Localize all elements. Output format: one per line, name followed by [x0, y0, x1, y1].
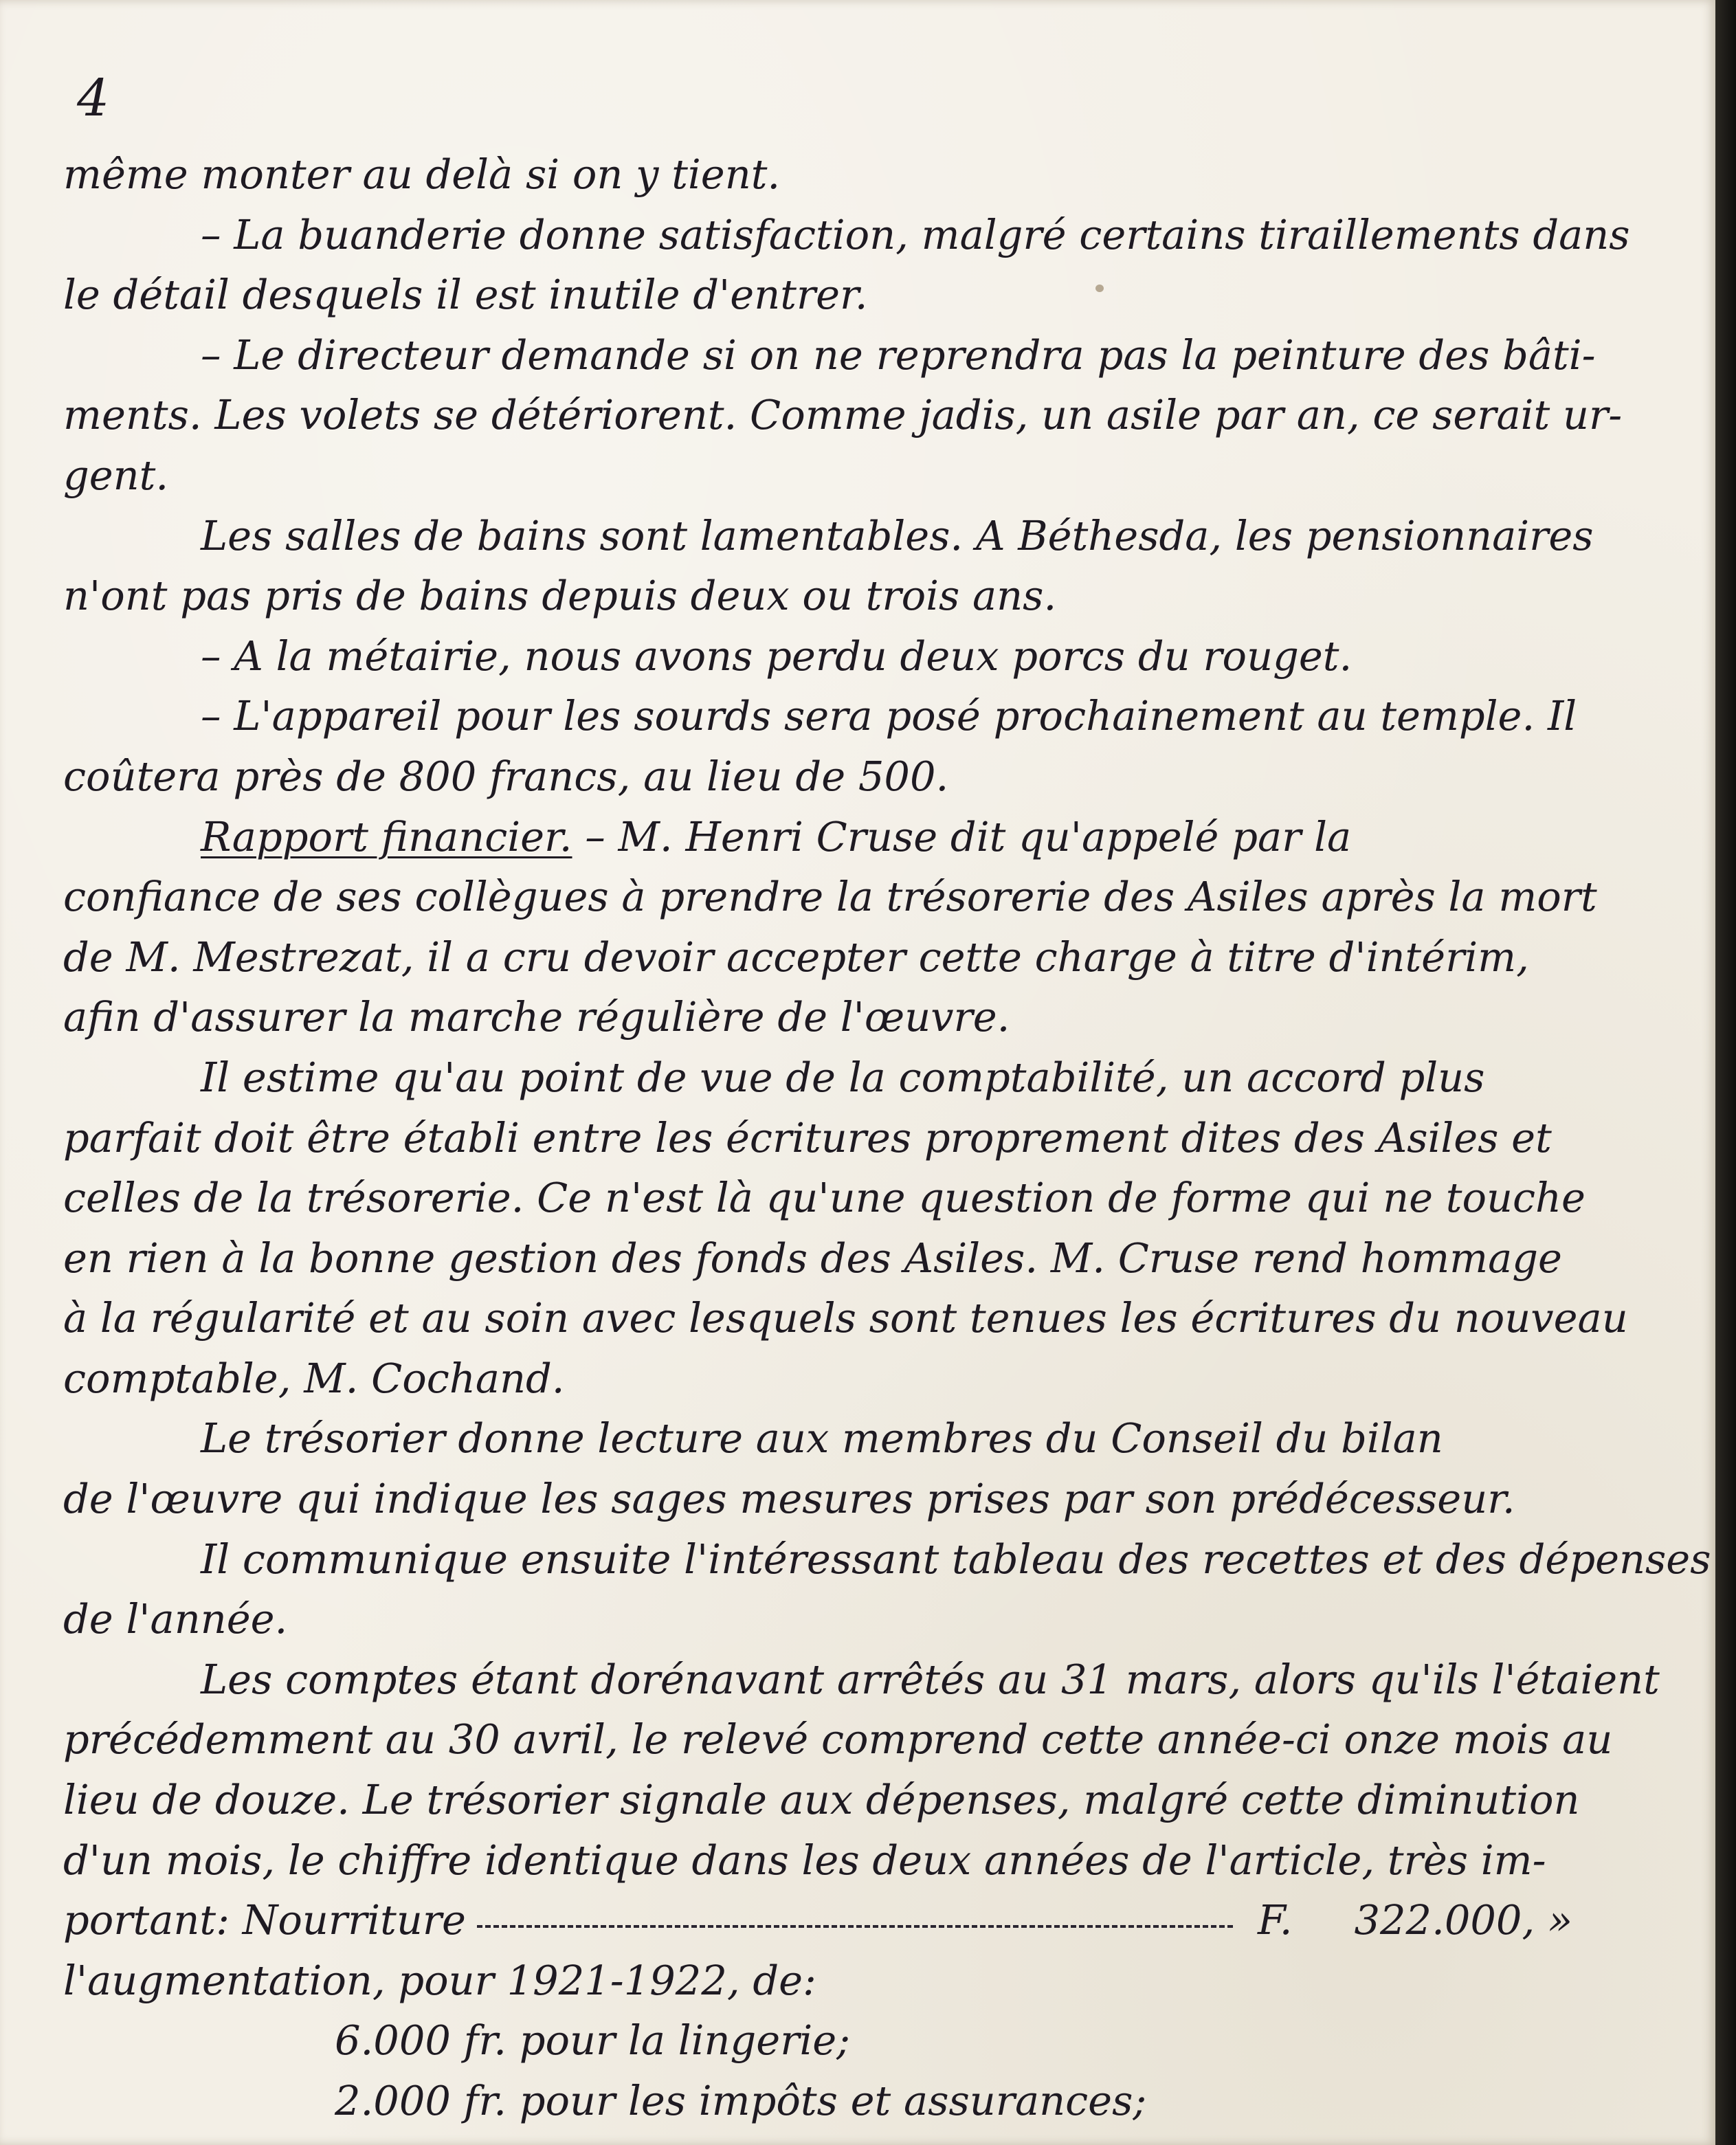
text-line-section	[63, 807, 1603, 867]
amount-value: 322.000, »	[1354, 1896, 1573, 1944]
text-line: de M. Mestrezat, il a cru devoir accepter cette charge à titre d'intérim,	[63, 933, 1529, 981]
text-line: lieu de douze. Le trésorier signale aux dépenses, malgré cette diminution	[63, 1776, 1580, 1824]
text-line: – Le directeur demande si on ne reprendra pas la peinture des bâti-	[201, 331, 1596, 379]
amount-label: portant: Nourriture	[63, 1896, 466, 1944]
page-edge-shadow	[1715, 0, 1736, 2145]
amount-currency: F.	[1257, 1896, 1293, 1944]
dotted-leader	[477, 1925, 1233, 1928]
text-line: confiance de ses collègues à prendre la trésorerie des Asiles après la mort	[63, 873, 1597, 921]
text-line: précédemment au 30 avril, le relevé comprend cette année-ci onze mois au	[63, 1715, 1613, 1764]
text-line: Il estime qu'au point de vue de la comptabilité, un accord plus	[201, 1053, 1485, 1101]
text-line: n'ont pas pris de bains depuis deux ou trois ans.	[63, 572, 1057, 620]
text-line: – L'appareil pour les sourds sera posé prochainement au temple. Il	[201, 692, 1577, 740]
text-line: Les comptes étant dorénavant arrêtés au 31 mars, alors qu'ils l'étaient	[201, 1655, 1660, 1703]
text-line: coûtera près de 800 francs, au lieu de 500.	[63, 752, 949, 800]
text-line: – La buanderie donne satisfaction, malgré certains tiraillements dans	[201, 210, 1630, 258]
text-line: gent.	[63, 451, 169, 499]
text-line: de l'œuvre qui indique les sages mesures prises par son prédécesseur.	[63, 1475, 1515, 1523]
text-line: Le trésorier donne lecture aux membres du Conseil du bilan	[201, 1414, 1443, 1463]
section-title: Rapport financier.	[201, 812, 572, 860]
text-line: d'un mois, le chiffre identique dans les deux années de l'article, très im-	[63, 1836, 1546, 1884]
text-line: de l'année.	[63, 1595, 288, 1643]
text-line: comptable, M. Cochand.	[63, 1354, 565, 1402]
section-text: – M. Henri Cruse dit qu'appelé par la	[572, 812, 1352, 860]
text-line: parfait doit être établi entre les écritures proprement dites des Asiles et	[63, 1113, 1552, 1162]
text-line: – A la métairie, nous avons perdu deux porcs du rouget.	[201, 632, 1353, 680]
handwritten-text	[63, 144, 1711, 2131]
text-line: Les salles de bains sont lamentables. A Béthesda, les pensionnaires	[201, 511, 1594, 559]
text-line: en rien à la bonne gestion des fonds des Asiles. M. Cruse rend hommage	[63, 1234, 1562, 1282]
list-item: 6.000 fr. pour la lingerie;	[335, 2016, 851, 2065]
text-line: afin d'assurer la marche régulière de l'œuvre.	[63, 993, 1010, 1041]
list-item: 2.000 fr. pour les impôts et assurances;	[335, 2077, 1147, 2124]
text-line: l'augmentation, pour 1921-1922, de:	[63, 1956, 816, 2004]
text-line: à la régularité et au soin avec lesquels sont tenues les écritures du nouveau	[63, 1294, 1628, 1342]
text-line: Il communique ensuite l'intéressant tableau des recettes et des dépenses	[201, 1535, 1711, 1583]
text-line: ments. Les volets se détériorent. Comme jadis, un asile par an, ce serait ur-	[63, 391, 1623, 439]
amount-line	[63, 1890, 1603, 1950]
page-number: 4	[77, 69, 110, 128]
text-line: celles de la trésorerie. Ce n'est là qu'une question de forme qui ne touche	[63, 1174, 1585, 1222]
text-line: le détail desquels il est inutile d'entrer.	[63, 271, 868, 319]
text-line: même monter au delà si on y tient.	[63, 151, 781, 198]
